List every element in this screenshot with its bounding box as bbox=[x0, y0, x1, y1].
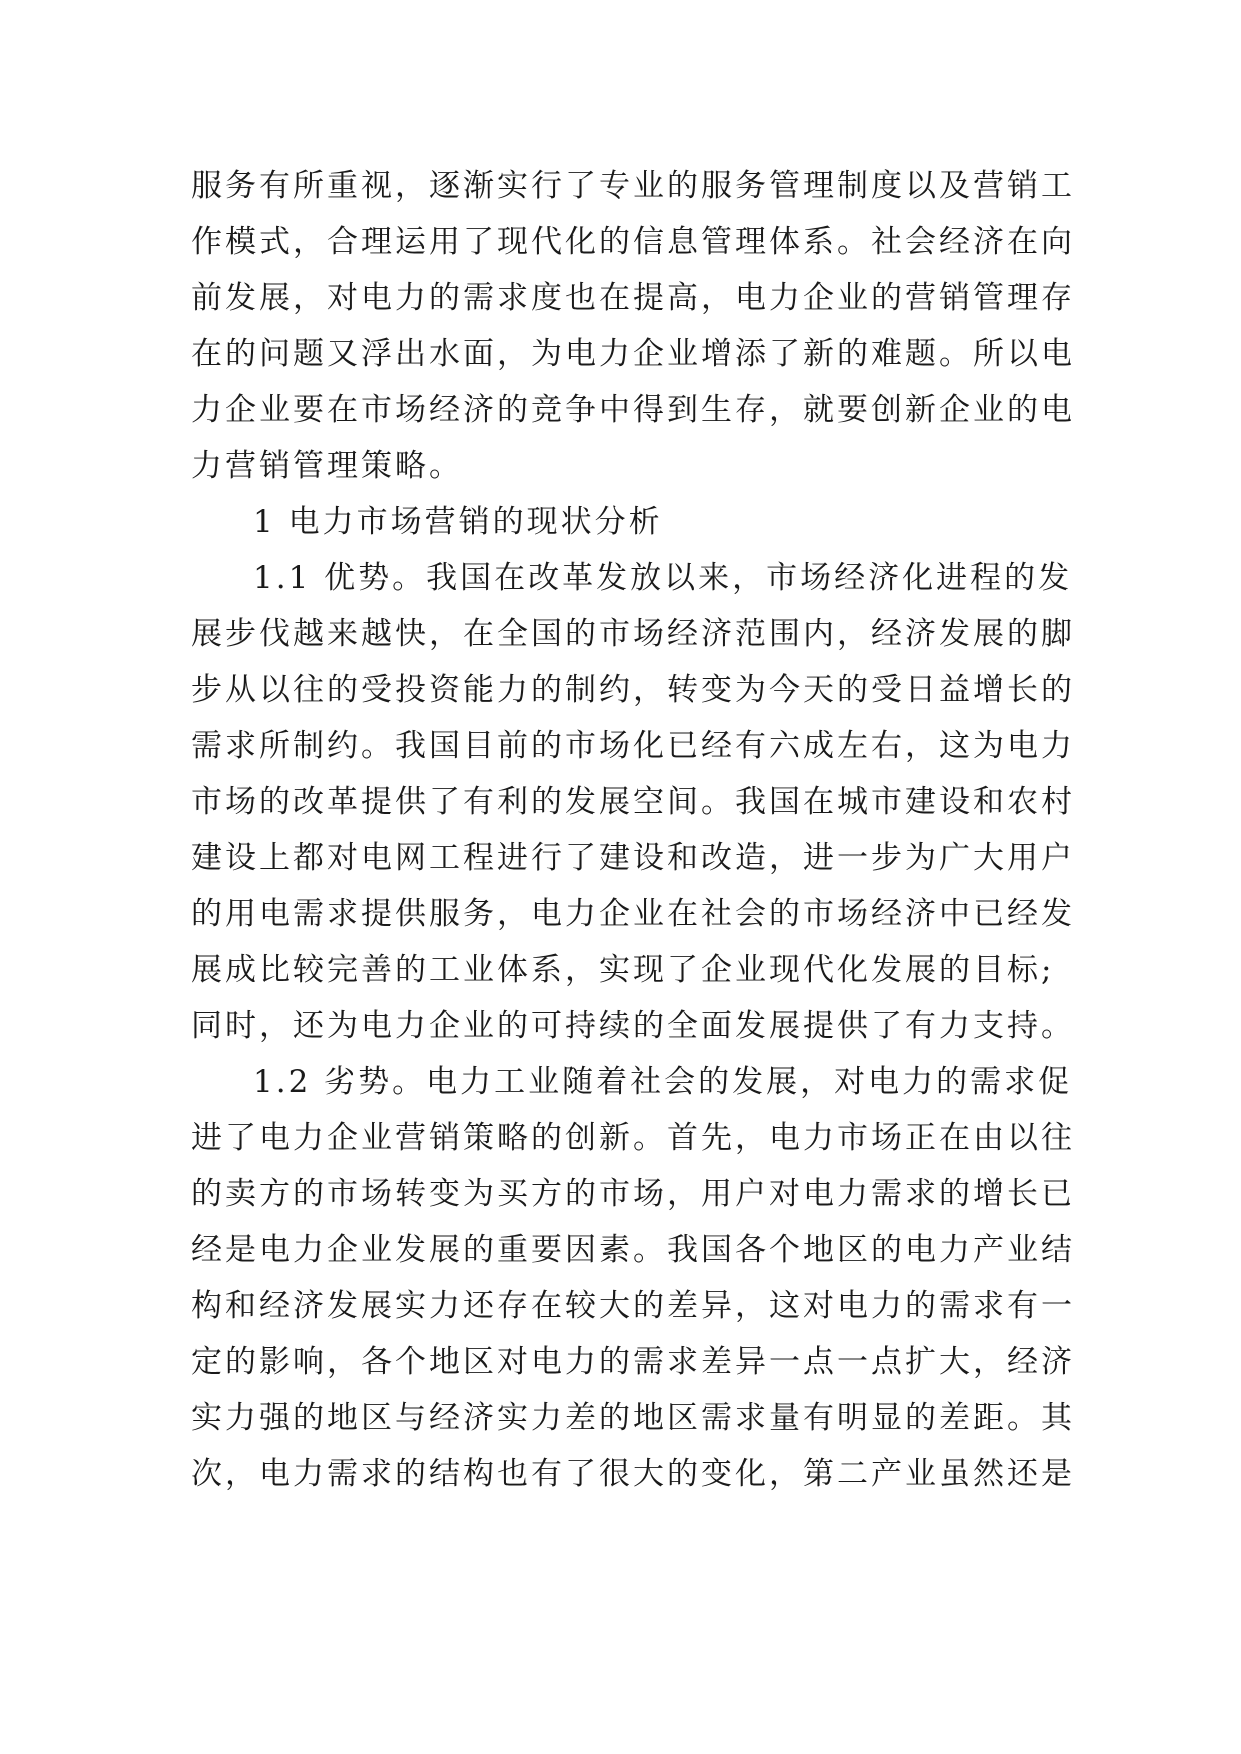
paragraph-line: 同时，还为电力企业的可持续的全面发展提供了有力支持。 bbox=[191, 1008, 1075, 1044]
paragraph-line: 力企业要在市场经济的竞争中得到生存，就要创新企业的电 bbox=[191, 392, 1075, 428]
paragraph-line: 前发展，对电力的需求度也在提高，电力企业的营销管理存 bbox=[191, 280, 1075, 316]
paragraph-line: 服务有所重视，逐渐实行了专业的服务管理制度以及营销工 bbox=[191, 168, 1075, 204]
paragraph-line: 步从以往的受投资能力的制约，转变为今天的受日益增长的 bbox=[191, 672, 1075, 708]
paragraph-line: 建设上都对电网工程进行了建设和改造，进一步为广大用户 bbox=[191, 840, 1075, 876]
paragraph-line: 经是电力企业发展的重要因素。我国各个地区的电力产业结 bbox=[191, 1232, 1075, 1268]
paragraph-line: 展步伐越来越快，在全国的市场经济范围内，经济发展的脚 bbox=[191, 616, 1075, 652]
paragraph-line: 次，电力需求的结构也有了很大的变化，第二产业虽然还是 bbox=[191, 1456, 1075, 1492]
paragraph-line: 实力强的地区与经济实力差的地区需求量有明显的差距。其 bbox=[191, 1400, 1075, 1436]
paragraph-line: 市场的改革提供了有利的发展空间。我国在城市建设和农村 bbox=[191, 784, 1075, 820]
paragraph-line: 的用电需求提供服务，电力企业在社会的市场经济中已经发 bbox=[191, 896, 1075, 932]
paragraph-line: 进了电力企业营销策略的创新。首先，电力市场正在由以往 bbox=[191, 1120, 1075, 1156]
subsection-heading-line: 1.2 劣势。电力工业随着社会的发展，对电力的需求促 bbox=[253, 1064, 1073, 1100]
paragraph-line: 展成比较完善的工业体系，实现了企业现代化发展的目标; bbox=[191, 952, 1055, 988]
paragraph-line: 作模式，合理运用了现代化的信息管理体系。社会经济在向 bbox=[191, 224, 1075, 260]
paragraph-line: 在的问题又浮出水面，为电力企业增添了新的难题。所以电 bbox=[191, 336, 1075, 372]
section-heading: 1 电力市场营销的现状分析 bbox=[253, 504, 663, 540]
paragraph-line: 力营销管理策略。 bbox=[191, 448, 463, 484]
paragraph-line: 构和经济发展实力还存在较大的差异，这对电力的需求有一 bbox=[191, 1288, 1075, 1324]
paragraph-line: 定的影响，各个地区对电力的需求差异一点一点扩大，经济 bbox=[191, 1344, 1075, 1380]
paragraph-line: 的卖方的市场转变为买方的市场，用户对电力需求的增长已 bbox=[191, 1176, 1075, 1212]
paragraph-line: 需求所制约。我国目前的市场化已经有六成左右，这为电力 bbox=[191, 728, 1075, 764]
subsection-heading-line: 1.1 优势。我国在改革发放以来，市场经济化进程的发 bbox=[253, 560, 1073, 596]
